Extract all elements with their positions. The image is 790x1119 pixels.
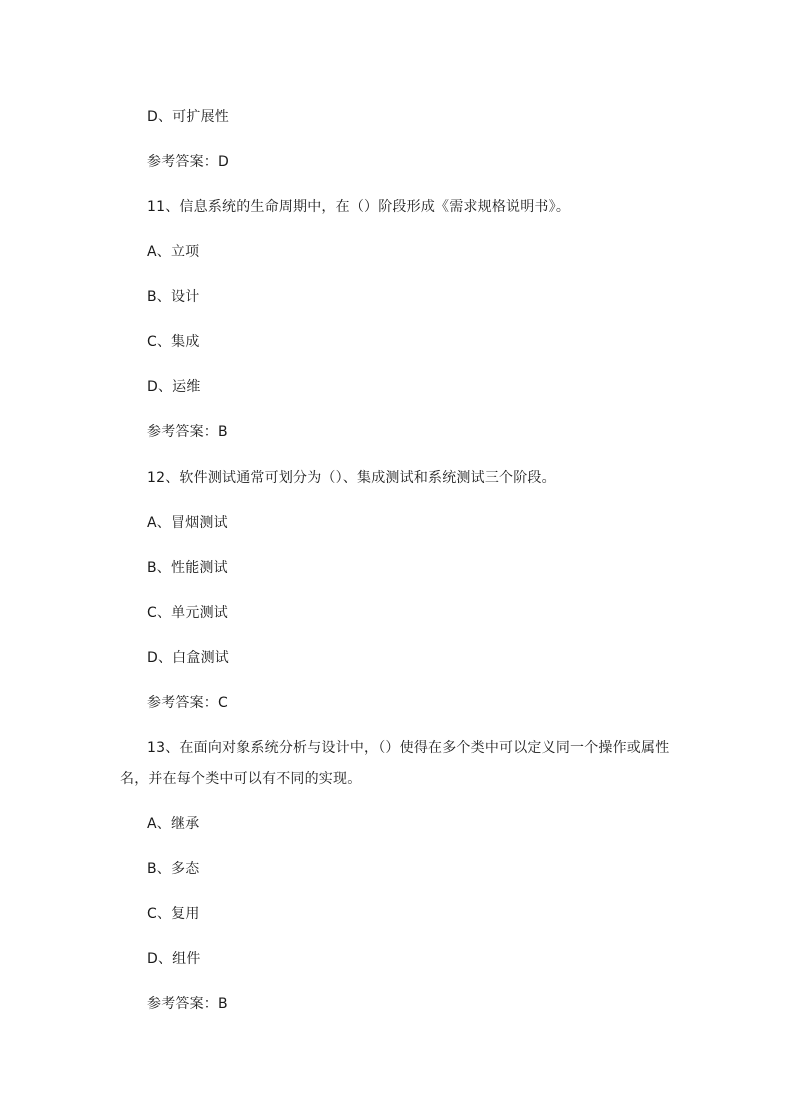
q13-option-d: D、组件 <box>147 951 201 967</box>
q11-question: 11、信息系统的生命周期中，在（）阶段形成《需求规格说明书》。 <box>147 199 571 215</box>
q11-answer: 参考答案：B <box>147 424 228 440</box>
q13-question-line2: 名，并在每个类中可以有不同的实现。 <box>120 771 362 787</box>
q12-option-b: B、性能测试 <box>147 560 228 576</box>
q13-answer: 参考答案：B <box>147 996 228 1012</box>
q12-answer: 参考答案：C <box>147 695 228 711</box>
q13-option-a: A、继承 <box>147 816 200 832</box>
q12-option-d: D、白盒测试 <box>147 650 229 666</box>
q12-option-c: C、单元测试 <box>147 605 228 621</box>
q13-option-b: B、多态 <box>147 861 200 877</box>
q13-option-c: C、复用 <box>147 906 200 922</box>
q10-answer: 参考答案：D <box>147 154 229 170</box>
q11-option-a: A、立项 <box>147 244 200 260</box>
q13-question-line1: 13、在面向对象系统分析与设计中，（）使得在多个类中可以定义同一个操作或属性 <box>147 740 670 756</box>
q10-option-d: D、可扩展性 <box>147 109 229 125</box>
q11-option-c: C、集成 <box>147 334 200 350</box>
q12-question: 12、软件测试通常可划分为（）、集成测试和系统测试三个阶段。 <box>147 470 556 486</box>
q11-option-d: D、运维 <box>147 379 201 395</box>
q12-option-a: A、冒烟测试 <box>147 515 228 531</box>
q11-option-b: B、设计 <box>147 289 200 305</box>
